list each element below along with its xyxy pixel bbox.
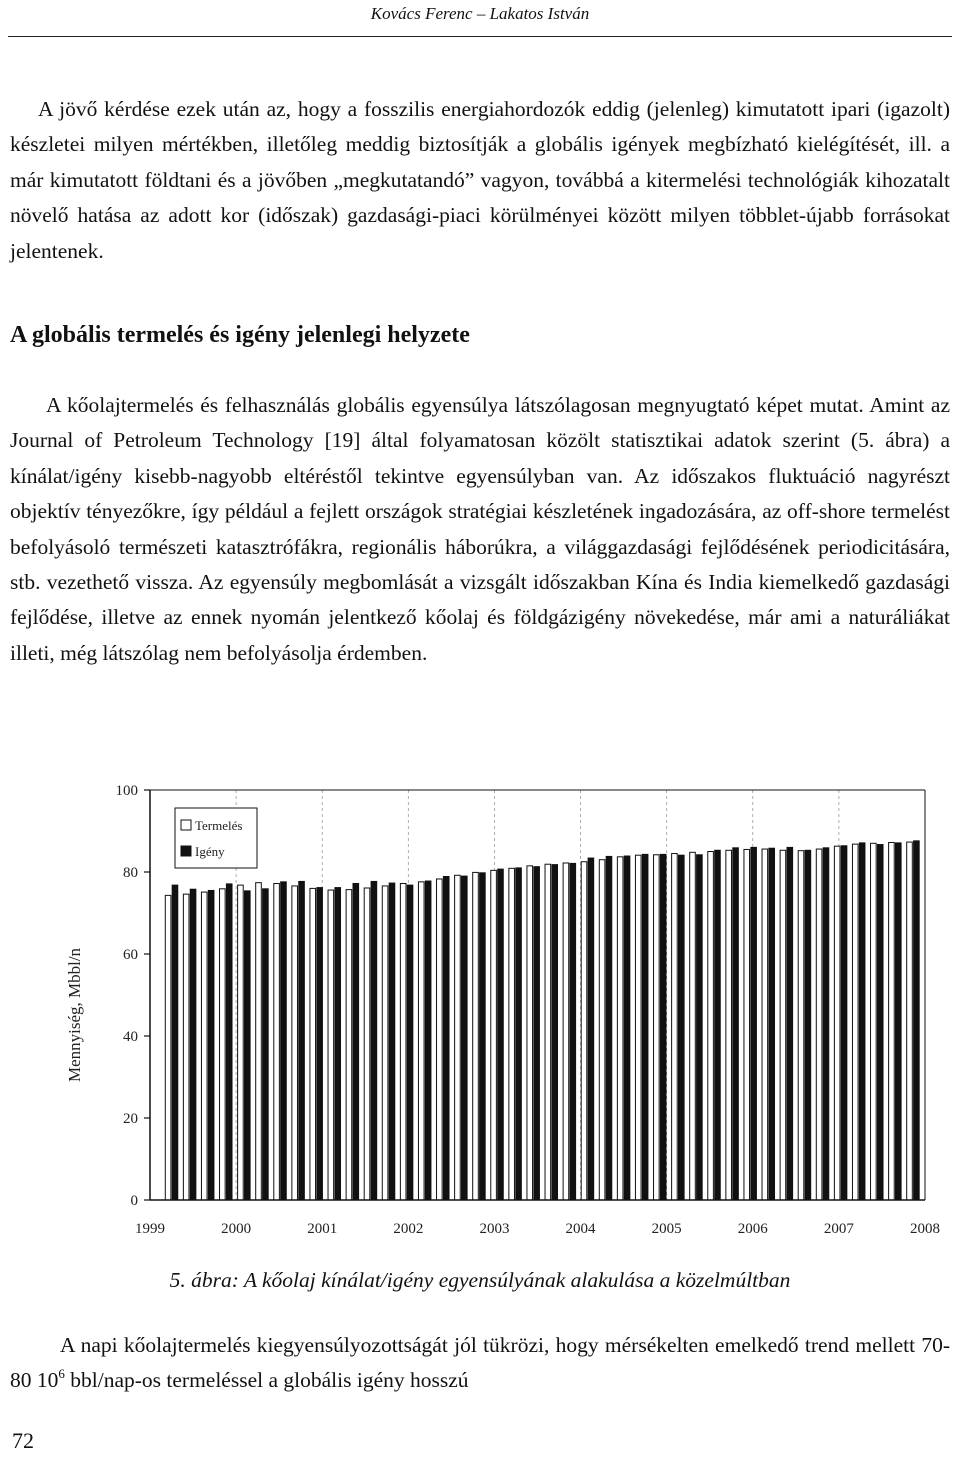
bar-igeny <box>299 881 305 1200</box>
bar-termeles <box>563 863 569 1200</box>
x-tick-label: 2001 <box>307 1221 338 1237</box>
bar-termeles <box>256 883 262 1200</box>
bar-termeles <box>274 883 280 1200</box>
header-divider <box>8 36 952 37</box>
bar-termeles <box>672 854 678 1200</box>
paragraph-balance: A kőolajtermelés és felhasználás globális egyensúlya látszólagosan megnyugtató képet mutat. Amint az Journal of Petroleum Technology [19] által folyamatosan közölt statisztikai adatok szerint (5. ábra) a kínálat/igény kisebb-nagyobb eltéréstől tekintve egyensúlyban van. Az időszakos fluktuáció nagyrészt objektív tényezőkre, így például a fejlett országok stratégiai készletének ingadozására, az off-shore termelést befolyásoló természeti katasztrófákra, regionális háborúkra, a világgazdasági fejlődésének periodicitására, stb. vezethető vissza. Az egyensúly megbomlását a vizsgált időszakban Kína és India kiemelkedő gazdasági fejlődése, illetve az ennek nyomán jelentkező kőolaj és földgázigény növekedése, már ami a naturáliákat illeti, még látszólag nem befolyásolja érdemben. <box>10 393 950 665</box>
bar-igeny <box>226 884 232 1200</box>
bar-igeny <box>389 883 395 1200</box>
bar-igeny <box>335 888 341 1200</box>
bar-igeny <box>805 850 811 1200</box>
running-header: Kovács Ferenc – Lakatos István <box>370 4 590 23</box>
y-tick-label: 60 <box>123 947 138 963</box>
bar-igeny <box>480 873 486 1200</box>
bar-termeles <box>834 846 840 1200</box>
bar-termeles <box>708 852 714 1201</box>
y-tick-label: 0 <box>130 1193 138 1209</box>
bar-termeles <box>183 894 189 1200</box>
bar-igeny <box>642 854 648 1200</box>
bar-termeles <box>382 886 388 1200</box>
chart-legend <box>175 808 257 868</box>
bar-termeles <box>798 851 804 1200</box>
x-tick-label: 2003 <box>479 1221 510 1237</box>
x-tick-label: 2006 <box>737 1221 768 1237</box>
bar-igeny <box>660 854 666 1200</box>
figure-caption <box>0 1268 960 1293</box>
bar-termeles <box>744 849 750 1200</box>
x-tick-label: 1999 <box>135 1221 165 1237</box>
bar-termeles <box>726 850 732 1200</box>
bar-termeles <box>292 886 298 1200</box>
bar-igeny <box>624 856 630 1200</box>
bar-igeny <box>407 885 413 1200</box>
legend-swatch <box>181 820 191 830</box>
bar-termeles <box>491 870 497 1200</box>
bar-igeny <box>751 847 757 1200</box>
bar-igeny <box>896 843 902 1200</box>
bar-igeny <box>733 848 739 1200</box>
bar-termeles <box>328 890 334 1200</box>
bar-igeny <box>859 843 865 1200</box>
bar-termeles <box>527 866 533 1200</box>
bar-igeny <box>679 855 685 1200</box>
production-text-continued: bbl/nap-os termeléssel a globális igény hosszú <box>64 1368 469 1393</box>
bar-termeles <box>617 857 623 1200</box>
bar-igeny <box>787 847 793 1200</box>
bar-termeles <box>545 864 551 1200</box>
bar-chart <box>0 765 960 1255</box>
bar-termeles <box>509 868 515 1200</box>
x-tick-label: 2007 <box>823 1221 854 1237</box>
bar-termeles <box>310 888 316 1200</box>
bar-igeny <box>715 850 721 1200</box>
bar-termeles <box>907 842 913 1200</box>
bar-termeles <box>364 888 370 1200</box>
y-axis-label: Mennyiség, Mbbl/n <box>65 947 84 1083</box>
bar-igeny <box>769 848 775 1200</box>
bar-igeny <box>172 885 178 1200</box>
bar-termeles <box>437 879 443 1200</box>
bar-termeles <box>473 872 479 1200</box>
bar-igeny <box>425 881 431 1200</box>
legend-box <box>175 808 257 868</box>
bar-termeles <box>201 892 207 1200</box>
paragraph-intro: A jövő kérdése ezek után az, hogy a fosszilis energiahordozók eddig (jelenleg) kimutatott ipari (igazolt) készletei milyen mértékben, illetőleg meddig biztosítják a globális igények megbízható kielégítését, ill. a már kimutatott földtani és a jövőben „megkutatandó” vagyon, továbbá a kitermelési technológiák kihozatalt növelő hatása az adott kor (időszak) gazdasági-piaci körülményei között milyen többlet-újabb forrásokat jelentenek. <box>10 97 950 263</box>
bar-termeles <box>599 860 605 1200</box>
bar-igeny <box>263 889 269 1200</box>
bar-termeles <box>816 849 822 1200</box>
x-tick-label: 2004 <box>565 1221 596 1237</box>
bar-termeles <box>220 889 226 1200</box>
bar-termeles <box>455 875 461 1200</box>
bar-igeny <box>823 848 829 1200</box>
bar-igeny <box>697 855 703 1200</box>
x-tick-label: 2000 <box>221 1221 252 1237</box>
legend-label: Igény <box>195 844 225 859</box>
bar-igeny <box>245 891 251 1200</box>
bar-igeny <box>534 867 540 1200</box>
y-tick-label: 20 <box>123 1111 138 1127</box>
section-title: A globális termelés és igény jelenlegi helyzete <box>10 322 470 348</box>
x-tick-label: 2002 <box>393 1221 424 1237</box>
x-tick-label: 2008 <box>910 1221 940 1237</box>
page-number: 72 <box>12 1428 34 1453</box>
bar-igeny <box>588 858 594 1200</box>
bar-termeles <box>346 890 352 1200</box>
exponent: 6 <box>58 1366 65 1382</box>
bar-termeles <box>780 850 786 1200</box>
bar-igeny <box>353 883 359 1200</box>
bar-igeny <box>443 877 449 1200</box>
bar-igeny <box>208 890 214 1200</box>
chart-bars <box>165 841 919 1200</box>
bar-igeny <box>281 882 287 1200</box>
bar-igeny <box>914 841 920 1200</box>
bar-termeles <box>635 855 641 1200</box>
bar-termeles <box>400 883 406 1200</box>
bar-igeny <box>371 881 377 1200</box>
y-tick-label: 40 <box>123 1029 138 1045</box>
bar-igeny <box>317 888 323 1200</box>
bar-igeny <box>552 865 558 1200</box>
bar-termeles <box>889 842 895 1200</box>
x-tick-label: 2005 <box>651 1221 682 1237</box>
paragraph-production <box>10 1328 950 1399</box>
bar-igeny <box>516 868 522 1200</box>
bar-igeny <box>877 845 883 1200</box>
bar-termeles <box>581 862 587 1200</box>
bar-termeles <box>238 885 244 1200</box>
legend-swatch <box>181 846 191 856</box>
bar-termeles <box>690 852 696 1200</box>
caption-text: A kőolaj kínálat/igény egyensúlyának alakulása a közelmúltban <box>243 1268 791 1292</box>
bar-termeles <box>165 895 171 1200</box>
production-text: A napi kőolajtermelés kiegyensúlyozottságát jól tükrözi, hogy mérsékelten emelkedő trend mellett 70-80 10 <box>10 1333 950 1393</box>
bar-termeles <box>852 844 858 1200</box>
bar-igeny <box>498 869 504 1200</box>
bar-igeny <box>606 856 612 1200</box>
caption-label: 5. ábra: <box>169 1268 239 1292</box>
bar-termeles <box>871 843 877 1200</box>
y-tick-label: 100 <box>115 783 138 799</box>
bar-igeny <box>841 846 847 1200</box>
bar-termeles <box>654 855 660 1200</box>
bar-igeny <box>190 889 196 1200</box>
bar-termeles <box>418 882 424 1200</box>
legend-label: Termelés <box>195 818 243 833</box>
bar-termeles <box>762 849 768 1200</box>
y-tick-label: 80 <box>123 865 138 881</box>
bar-igeny <box>462 876 468 1200</box>
bar-igeny <box>570 863 576 1200</box>
figure-chart <box>0 765 960 1255</box>
